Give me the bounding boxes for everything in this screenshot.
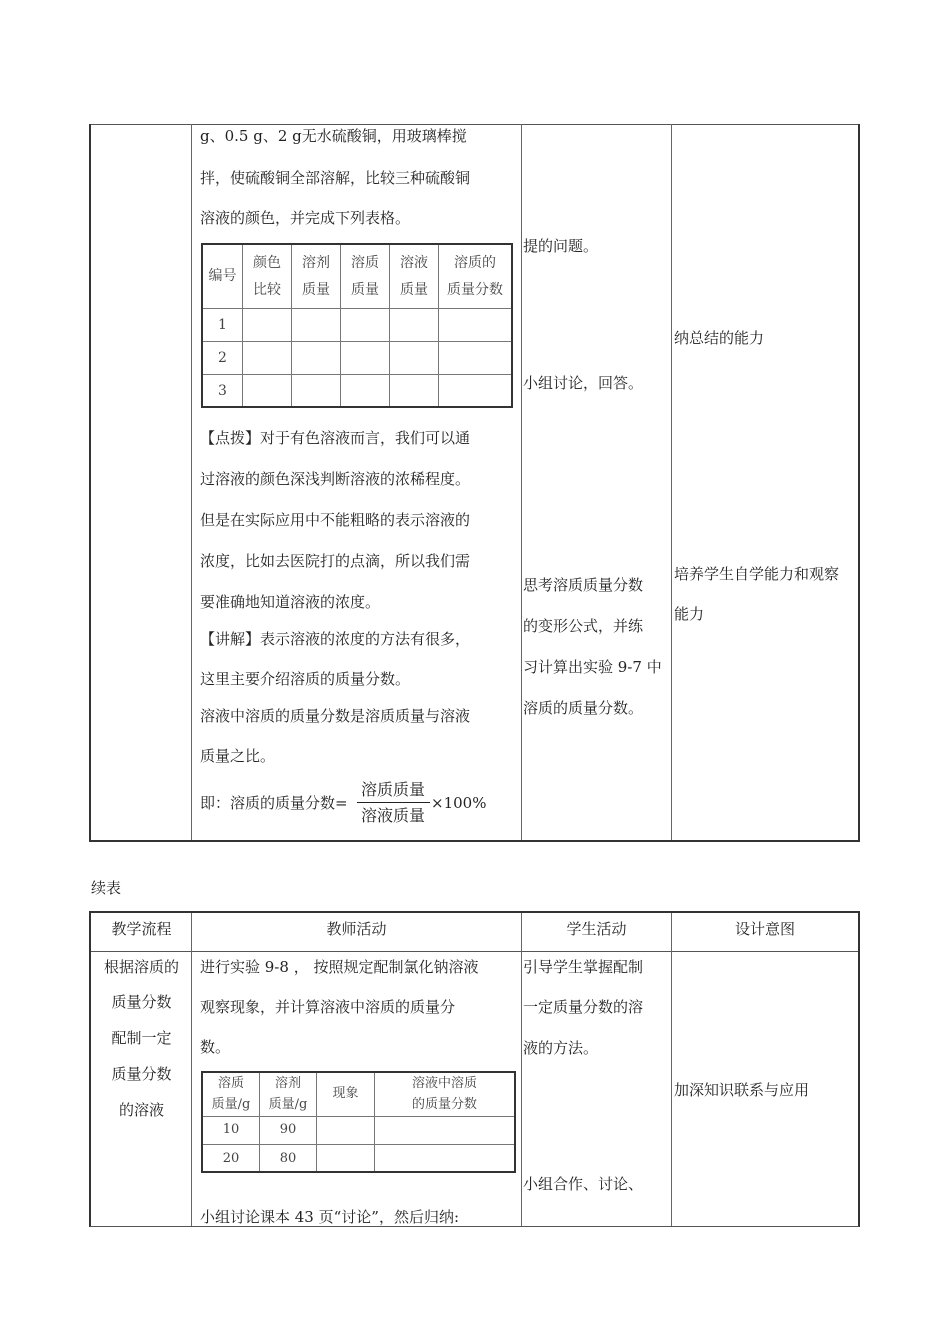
- table-cell: 90: [279, 1122, 297, 1137]
- header-mass-fraction: 的质量分数: [411, 1097, 477, 1112]
- student-text-line: 思考溶质质量分数: [523, 576, 644, 594]
- row-number: 2: [218, 350, 227, 366]
- header-solute-mass: 质量: [351, 282, 379, 298]
- teacher-text-line: 过溶液的颜色深浅判断溶液的浓稀程度。: [200, 470, 471, 488]
- teacher-text-line: 数。: [200, 1038, 231, 1056]
- table-cell: 80: [279, 1151, 297, 1166]
- process-text-line: 质量分数: [111, 1065, 172, 1083]
- header-phenomenon: 现象: [332, 1086, 359, 1101]
- student-text-line: 液的方法。: [523, 1039, 599, 1057]
- row-number: 1: [218, 317, 227, 333]
- teacher-text-line: 质量之比。: [200, 747, 276, 765]
- design-text-line: 能力: [674, 605, 705, 623]
- header-solvent-mass-g: 质量/g: [268, 1097, 308, 1112]
- formula-denominator: 溶液质量: [360, 806, 425, 825]
- formula-prefix: 即：溶质的质量分数=: [200, 794, 348, 812]
- design-text-line: 加深知识联系与应用: [674, 1081, 810, 1099]
- header-solvent-mass: 溶剂: [302, 255, 330, 271]
- header-mass-fraction: 溶液中溶质: [411, 1076, 477, 1091]
- teacher-text-line: 溶液中溶质的质量分数是溶质质量与溶液: [200, 707, 471, 725]
- teacher-text-line: 小组讨论课本 43 页“讨论”，然后归纳:: [200, 1208, 460, 1226]
- teacher-text-line: 要准确地知道溶液的浓度。: [200, 593, 381, 611]
- process-text-line: 质量分数: [111, 993, 172, 1011]
- header-teacher-activity: 教师活动: [326, 920, 387, 938]
- header-solvent-mass-g: 溶剂: [274, 1076, 301, 1091]
- process-text-line: 根据溶质的: [103, 958, 179, 976]
- header-number: 编号: [208, 268, 237, 284]
- header-solute-mass: 溶质: [351, 255, 379, 271]
- teacher-text-line: 溶液的颜色，并完成下列表格。: [200, 209, 411, 227]
- formula-suffix: ×100%: [431, 794, 487, 812]
- teacher-text-line: 进行实验 9-8 ， 按照规定配制氯化钠溶液: [200, 958, 479, 976]
- header-design-intent: 设计意图: [734, 920, 795, 938]
- header-solute-mass-g: 质量/g: [211, 1097, 251, 1112]
- teacher-text-line: 【点拨】对于有色溶液而言，我们可以通: [200, 429, 471, 447]
- header-solute-mass-g: 溶质: [217, 1076, 244, 1091]
- header-solution-mass: 质量: [400, 282, 428, 298]
- header-solution-mass: 溶液: [400, 255, 428, 271]
- process-text-line: 的溶液: [118, 1101, 164, 1119]
- teacher-text-line: 但是在实际应用中不能粗略的表示溶液的: [200, 511, 471, 529]
- header-student-activity: 学生活动: [566, 920, 627, 938]
- student-text-line: 习计算出实验 9-7 中: [523, 658, 662, 676]
- student-text-line: 小组讨论，回答。: [523, 374, 644, 392]
- continued-table-label: 续表: [91, 879, 122, 897]
- teacher-text-line: 这里主要介绍溶质的质量分数。: [200, 670, 411, 688]
- table-cell: 20: [222, 1151, 240, 1166]
- header-color: 颜色: [253, 255, 281, 271]
- student-text-line: 提的问题。: [523, 237, 599, 255]
- student-text-line: 小组合作、讨论、: [523, 1175, 644, 1193]
- teacher-text-line: 【讲解】表示溶液的浓度的方法有很多，: [200, 630, 471, 648]
- header-color: 比较: [253, 282, 281, 298]
- student-text-line: 溶质的质量分数。: [523, 699, 644, 717]
- teacher-text-line: 拌，使硫酸铜全部溶解，比较三种硫酸铜: [200, 169, 471, 187]
- teacher-text-line: g、0.5 g、2 g无水硫酸铜，用玻璃棒搅: [200, 127, 467, 145]
- row-number: 3: [218, 383, 227, 399]
- header-solvent-mass: 质量: [302, 282, 330, 298]
- teacher-text-line: 浓度，比如去医院打的点滴，所以我们需: [200, 552, 471, 570]
- design-text-line: 纳总结的能力: [674, 329, 765, 347]
- teacher-text-line: 观察现象，并计算溶液中溶质的质量分: [200, 998, 456, 1016]
- design-text-line: 培养学生自学能力和观察: [674, 565, 840, 583]
- student-text-line: 引导学生掌握配制: [523, 958, 644, 976]
- table-cell: 10: [222, 1122, 240, 1137]
- formula-numerator: 溶质质量: [360, 780, 425, 799]
- student-text-line: 一定质量分数的溶: [523, 998, 644, 1016]
- process-text-line: 配制一定: [111, 1029, 172, 1047]
- student-text-line: 的变形公式，并练: [523, 617, 644, 635]
- header-mass-fraction: 溶质的: [454, 255, 496, 271]
- header-mass-fraction: 质量分数: [447, 282, 503, 298]
- header-teaching-process: 教学流程: [111, 920, 172, 938]
